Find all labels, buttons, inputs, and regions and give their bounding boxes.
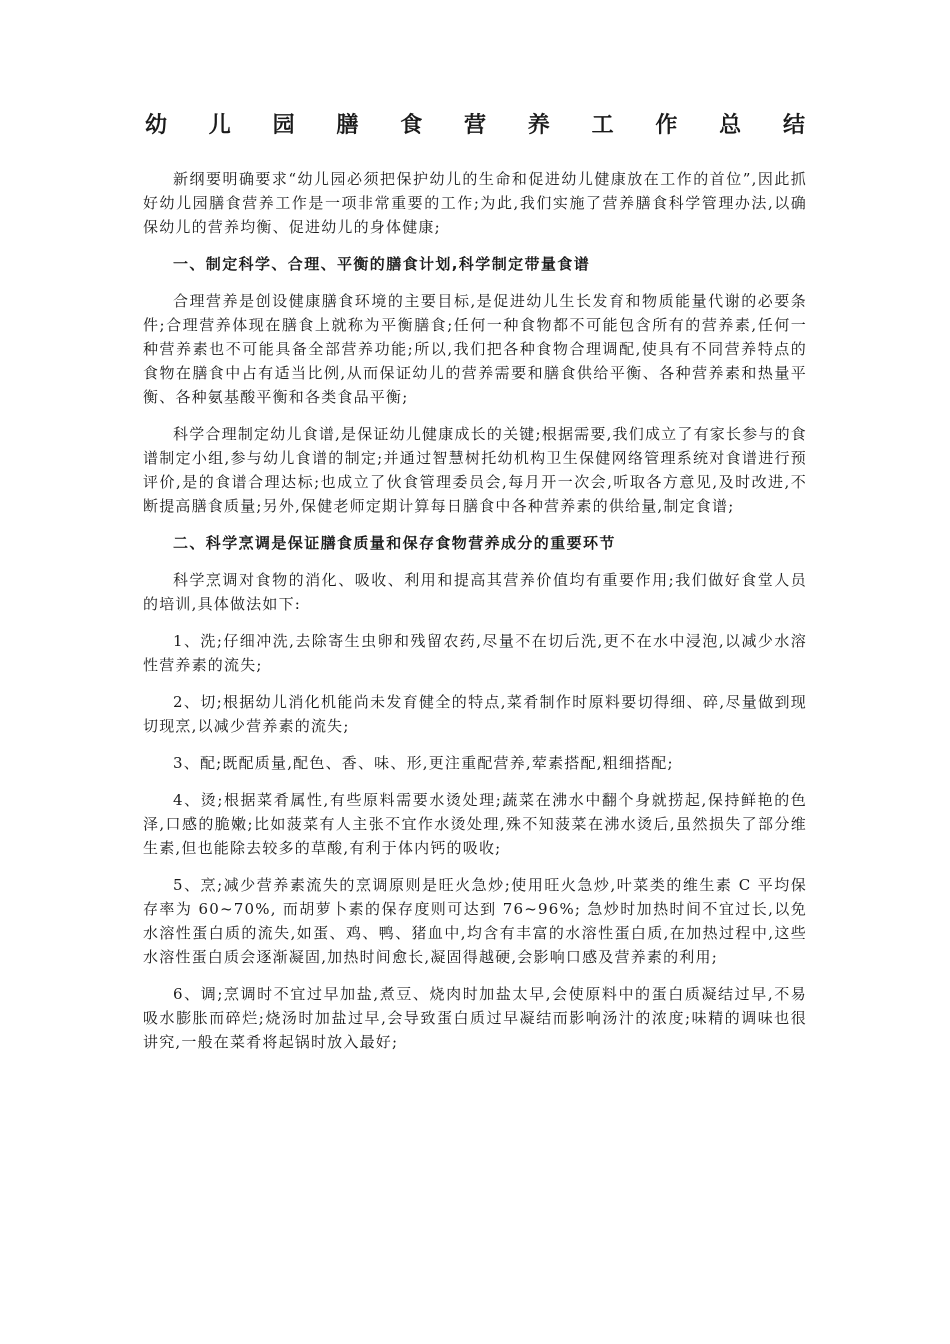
list-item-blanch: 4、烫;根据菜肴属性,有些原料需要水烫处理;蔬菜在沸水中翻个身就捞起,保持鲜艳的色泽,口感的脆嫩;比如菠菜有人主张不宜作水烫处理,殊不知菠菜在沸水烫后,虽然损失了部分维生素,但也能除去较多的草酸,有利于体内钙的吸收; — [143, 791, 807, 857]
title-char: 膳 — [336, 113, 359, 138]
intro-paragraph: 新纲要明确要求“幼儿园必须把保护幼儿的生命和促进幼儿健康放在工作的首位”,因此抓好幼儿园膳食营养工作是一项非常重要的工作;为此,我们实施了营养膳食科学管理办法,以确保幼儿的营养均衡、促进幼儿的身体健康; — [143, 170, 807, 236]
title-char: 营 — [463, 113, 486, 138]
title-char: 作 — [655, 113, 678, 138]
section-1-paragraph-1: 合理营养是创设健康膳食环境的主要目标,是促进幼儿生长发育和物质能量代谢的必要条件;合理营养体现在膳食上就称为平衡膳食;任何一种食物都不可能包含所有的营养素,任何一种营养素也不可能具备全部营养功能;所以,我们把各种食物合理调配,使具有不同营养特点的食物在膳食中占有适当比例,从而保证幼儿的营养需要和膳食供给平衡、各种营养素和热量平衡、各种氨基酸平衡和各类食品平衡; — [143, 292, 807, 406]
section-2-intro: 科学烹调对食物的消化、吸收、利用和提高其营养价值均有重要作用;我们做好食堂人员的培训,具体做法如下: — [143, 571, 807, 613]
document-title — [143, 108, 807, 139]
title-char: 养 — [527, 113, 550, 138]
document-page — [143, 108, 807, 1054]
title-char: 工 — [591, 113, 614, 138]
title-char: 儿 — [208, 113, 231, 138]
title-char: 结 — [782, 113, 805, 138]
list-item-wash: 1、洗;仔细冲洗,去除寄生虫卵和残留农药,尽量不在切后洗,更不在水中浸泡,以减少水溶性营养素的流失; — [143, 632, 807, 674]
section-1-paragraph-2: 科学合理制定幼儿食谱,是保证幼儿健康成长的关键;根据需要,我们成立了有家长参与的食谱制定小组,参与幼儿食谱的制定;并通过智慧树托幼机构卫生保健网络管理系统对食谱进行预评价,是的食谱合理达标;也成立了伙食管理委员会,每月开一次会,听取各方意见,及时改进,不断提高膳食质量;另外,保健老师定期计算每日膳食中各种营养素的供给量,制定食谱; — [143, 425, 807, 515]
title-char: 园 — [272, 113, 295, 138]
section-2-heading: 二、科学烹调是保证膳食质量和保存食物营养成分的重要环节 — [173, 534, 616, 552]
title-char: 幼 — [145, 113, 168, 138]
list-item-cook: 5、烹;减少营养素流失的烹调原则是旺火急炒;使用旺火急炒,叶菜类的维生素 C 平均保存率为 60~70%, 而胡萝卜素的保存度则可达到 76~96%; 急炒时加热时间不宜过长,以免水溶性蛋白质的流失,如蛋、鸡、鸭、猪血中,均含有丰富的水溶性蛋白质,在加热过程中,这些水溶性蛋白质会逐渐凝固,加热时间愈长,凝固得越硬,会影响口感及营养素的利用; — [143, 876, 807, 966]
title-char: 总 — [719, 113, 742, 138]
section-1-heading: 一、制定科学、合理、平衡的膳食计划,科学制定带量食谱 — [173, 255, 591, 273]
list-item-season: 6、调;烹调时不宜过早加盐,煮豆、烧肉时加盐太早,会使原料中的蛋白质凝结过早,不易吸水膨胀而碎烂;烧汤时加盐过早,会导致蛋白质过早凝结而影响汤汁的浓度;味精的调味也很讲究,一般在菜肴将起锅时放入最好; — [143, 985, 807, 1051]
list-item-cut: 2、切;根据幼儿消化机能尚未发育健全的特点,菜肴制作时原料要切得细、碎,尽量做到现切现烹,以减少营养素的流失; — [143, 693, 807, 735]
title-char: 食 — [400, 113, 423, 138]
list-item-match: 3、配;既配质量,配色、香、味、形,更注重配营养,荤素搭配,粗细搭配; — [173, 754, 674, 772]
